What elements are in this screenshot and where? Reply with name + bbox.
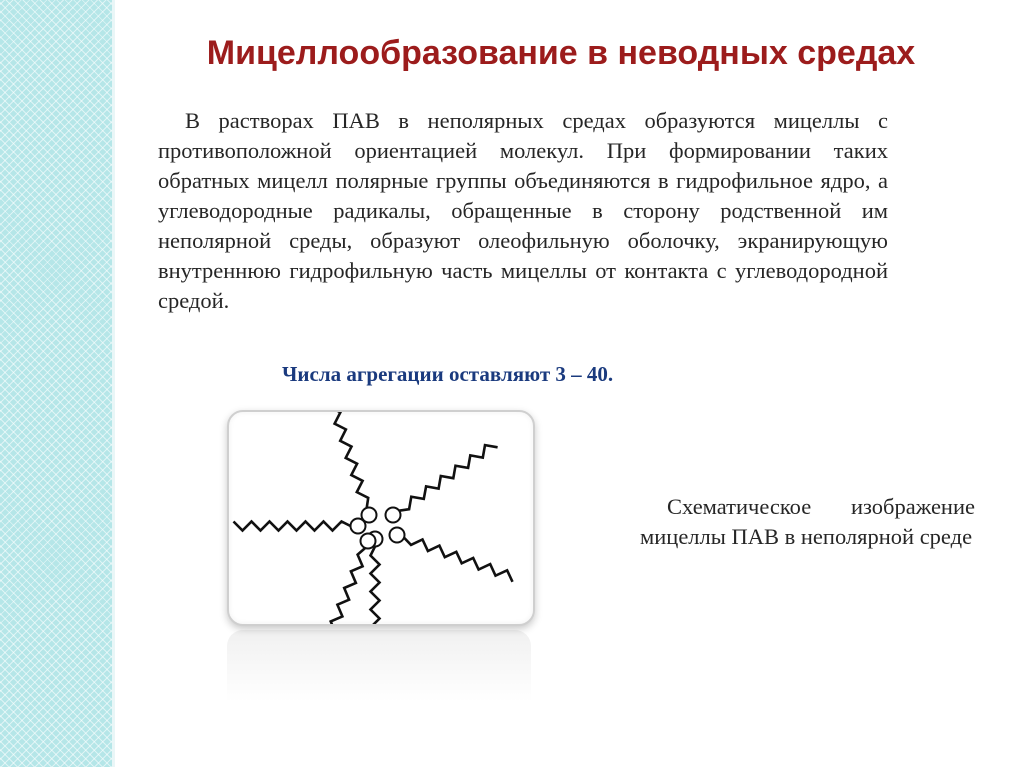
- figure-caption: [640, 492, 975, 552]
- body-text: В растворах ПАВ в неполярных средах образуются мицеллы с противоположной ориентацией молекул. При формировании таких обратных мицелл полярные группы объединяются в гидрофильное ядро, а углеводородные радикалы, обращенные в сторону родственной им неполярной среды, образуют олеофильную оболочку, экранирующую внутреннюю гидрофильную часть мицеллы от контакта с углеводородной средой.: [158, 108, 888, 313]
- polar-head-4: [390, 528, 405, 543]
- reverse-micelle-diagram: [229, 412, 533, 624]
- polar-head-3: [386, 508, 401, 523]
- aggregation-number-note: Числа агрегации оставляют 3 – 40.: [282, 362, 614, 386]
- hydrocarbon-tail-6: [317, 548, 365, 624]
- side-band-edge: [112, 0, 115, 767]
- figure-reflection: [227, 630, 531, 702]
- slide-title: Мицеллообразование в неводных средах: [206, 34, 916, 72]
- decorative-side-band: [0, 0, 112, 767]
- polar-head-6: [361, 534, 376, 549]
- polar-head-2: [362, 508, 377, 523]
- micelle-figure-frame: [227, 410, 535, 626]
- hydrocarbon-tail-3: [399, 445, 498, 511]
- hydrocarbon-tail-2: [329, 412, 368, 508]
- body-paragraph: [158, 106, 888, 316]
- hydrocarbon-tail-1: [234, 522, 351, 531]
- hydrocarbon-tail-5: [371, 547, 380, 625]
- caption-text: Схематическое изображение мицеллы ПАВ в неполярной среде: [640, 494, 975, 549]
- hydrocarbon-tail-4: [404, 538, 513, 582]
